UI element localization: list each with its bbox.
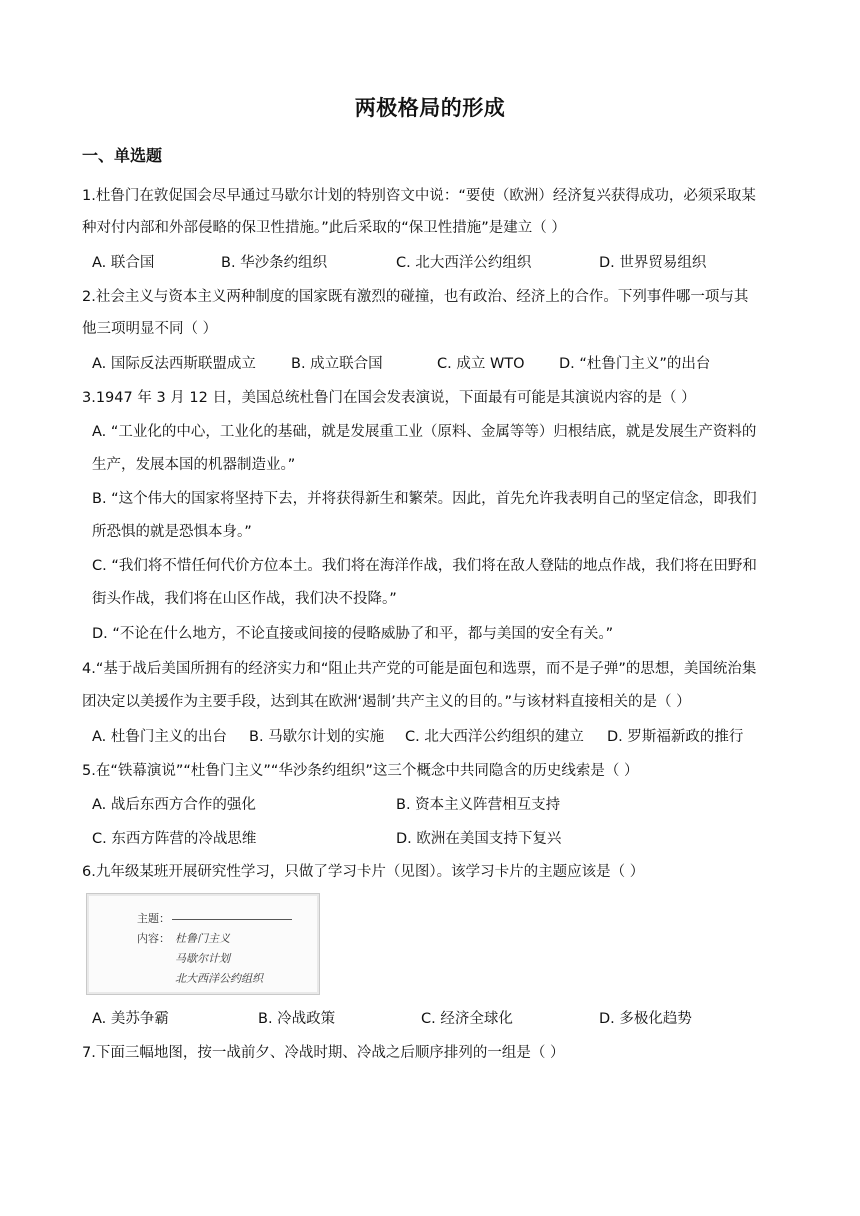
card-content-label: 内容： <box>137 932 170 945</box>
question-7-line-1: 7.下面三幅地图，按一战前夕、冷战时期、冷战之后顺序排列的一组是（ ） <box>82 1045 565 1061</box>
question-1-line-1: 1.杜鲁门在敦促国会尽早通过马歇尔计划的特别咨文中说：“要使（欧洲）经济复兴获得成功，必须采取某 <box>82 188 756 204</box>
question-3-option-a-line-2: 生产，发展本国的机器制造业。” <box>92 457 296 473</box>
question-4-option-d: D. 罗斯福新政的推行 <box>607 729 744 745</box>
question-2-option-b: B. 成立联合国 <box>291 356 383 372</box>
question-3-option-b-line-1: B. “这个伟大的国家将坚持下去，并将获得新生和繁荣。因此，首先允许我表明自己的坚定信念，即我们 <box>92 491 757 507</box>
question-4-line-2: 团决定以美援作为主要手段，达到其在欧洲‘遏制’共产主义的目的。”与该材料直接相关的是（ ） <box>82 694 691 710</box>
question-1-line-2: 种对付内部和外部侵略的保卫性措施。”此后采取的“保卫性措施”是建立（ ） <box>82 220 566 236</box>
question-4-option-c: C. 北大西洋公约组织的建立 <box>405 729 584 745</box>
question-2-line-1: 2.社会主义与资本主义两种制度的国家既有激烈的碰撞，也有政治、经济上的合作。下列事件哪一项与其 <box>82 289 749 305</box>
card-item: 杜鲁门主义 <box>175 932 230 945</box>
question-4-option-b: B. 马歇尔计划的实施 <box>249 729 385 745</box>
question-6-option-c: C. 经济全球化 <box>421 1011 513 1027</box>
page-title: 两极格局的形成 <box>354 96 506 120</box>
question-3-line-1: 3.1947 年 3 月 12 日，美国总统杜鲁门在国会发表演说，下面最有可能是其演说内容的是（ ） <box>82 390 696 406</box>
question-3-option-c-line-2: 街头作战，我们将在山区作战，我们决不投降。” <box>92 591 397 607</box>
question-1-option-d: D. 世界贸易组织 <box>599 255 707 271</box>
question-5-option-d: D. 欧洲在美国支持下复兴 <box>396 831 562 847</box>
question-5-option-b: B. 资本主义阵营相互支持 <box>396 797 561 813</box>
question-6-option-d: D. 多极化趋势 <box>599 1011 692 1027</box>
card-topic-blank <box>172 919 292 920</box>
question-3-option-c-line-1: C. “我们将不惜任何代价方位本土。我们将在海洋作战，我们将在敌人登陆的地点作战，我们将在田野和 <box>92 558 757 574</box>
question-1-option-b: B. 华沙条约组织 <box>221 255 328 271</box>
question-5-option-a: A. 战后东西方合作的强化 <box>92 797 256 813</box>
question-4-line-1: 4.“基于战后美国所拥有的经济实力和“阻止共产党的可能是面包和选票，而不是子弹”的思想，美国统治集 <box>82 661 757 677</box>
question-6-option-b: B. 冷战政策 <box>258 1011 336 1027</box>
question-1-option-c: C. 北大西洋公约组织 <box>396 255 532 271</box>
question-1-option-a: A. 联合国 <box>92 255 155 271</box>
question-2-line-2: 他三项明显不同（ ） <box>82 321 218 337</box>
card-topic-label: 主题： <box>137 912 170 925</box>
question-3-option-a-line-1: A. “工业化的中心，工业化的基础，就是发展重工业（原料、金属等等）归根结底，就是发展生产资料的 <box>92 424 757 440</box>
question-6-option-a: A. 美苏争霸 <box>92 1011 169 1027</box>
question-2-option-c: C. 成立 WTO <box>437 356 525 372</box>
question-5-line-1: 5.在“铁幕演说”“杜鲁门主义”“华沙条约组织”这三个概念中共同隐含的历史线索是（ ） <box>82 763 639 779</box>
question-2-option-a: A. 国际反法西斯联盟成立 <box>92 356 256 372</box>
card-item: 北大西洋公约组织 <box>175 972 263 985</box>
question-3-option-d: D. “不论在什么地方，不论直接或间接的侵略威胁了和平，都与美国的安全有关。” <box>92 626 614 642</box>
question-6-line-1: 6.九年级某班开展研究性学习，只做了学习卡片（见图）。该学习卡片的主题应该是（ ） <box>82 864 645 880</box>
question-3-option-b-line-2: 所恐惧的就是恐惧本身。” <box>92 524 252 540</box>
study-card-image <box>86 893 320 995</box>
question-4-option-a: A. 杜鲁门主义的出台 <box>92 729 227 745</box>
question-2-option-d: D. “杜鲁门主义”的出台 <box>559 356 711 372</box>
question-5-option-c: C. 东西方阵营的冷战思维 <box>92 831 257 847</box>
card-item: 马歇尔计划 <box>175 952 230 965</box>
section-heading: 一、单选题 <box>82 146 163 165</box>
